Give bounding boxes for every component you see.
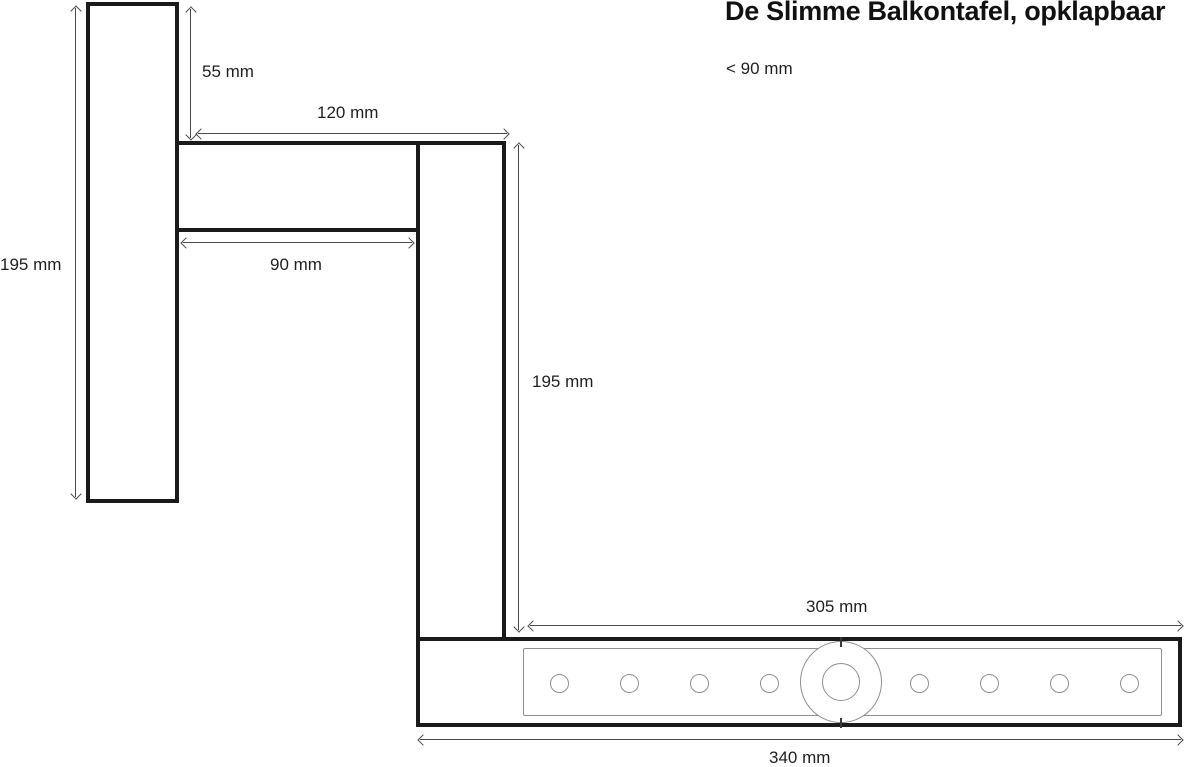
arrowhead (527, 620, 538, 631)
hinge-center-tick-bottom (840, 718, 842, 728)
arrowhead (195, 128, 206, 139)
dim-label-rail-inner-length: 90 mm (270, 255, 322, 274)
arrowhead (70, 5, 81, 16)
arrowhead (1172, 734, 1183, 745)
wall-plate (86, 2, 179, 503)
arrowhead (513, 621, 524, 632)
dim-label-leg-height: 195 mm (532, 372, 594, 391)
arrowhead (185, 129, 196, 140)
dim-line-wall-plate-height (75, 8, 76, 497)
drawing-title: De Slimme Balkontafel, opklapbaar (725, 0, 1166, 26)
screw-hole (910, 674, 929, 693)
leg-column (416, 141, 506, 641)
arrowhead (417, 734, 428, 745)
arrowhead (513, 142, 524, 153)
screw-hole (690, 674, 709, 693)
dim-label-rail-length: 120 mm (317, 103, 379, 122)
arrowhead (185, 6, 196, 17)
screw-hole (1120, 674, 1139, 693)
screw-hole (1050, 674, 1069, 693)
dim-line-rail-length (198, 133, 507, 134)
dim-label-base-top-length: 305 mm (806, 597, 868, 616)
dim-line-top-offset (190, 9, 191, 138)
dim-line-base-top-length (530, 625, 1181, 626)
arrowhead (1172, 620, 1183, 631)
screw-hole (980, 674, 999, 693)
dim-line-rail-inner-length (183, 242, 412, 243)
dim-label-base-bottom-length: 340 mm (769, 748, 831, 767)
dim-line-leg-height (518, 145, 519, 630)
arrowhead (498, 128, 509, 139)
screw-hole (550, 674, 569, 693)
dim-label-top-offset: 55 mm (202, 62, 254, 81)
dim-label-wall-plate-height: 195 mm (0, 255, 62, 274)
max-thickness-annotation: < 90 mm (726, 59, 793, 78)
screw-hole (760, 674, 779, 693)
arrowhead (403, 237, 414, 248)
support-rail (175, 141, 420, 232)
hinge-inner-circle (822, 663, 860, 701)
arrowhead (180, 237, 191, 248)
dim-line-base-bottom-length (420, 739, 1181, 740)
arrowhead (70, 488, 81, 499)
screw-hole (620, 674, 639, 693)
hinge-center-tick-top (840, 637, 842, 647)
